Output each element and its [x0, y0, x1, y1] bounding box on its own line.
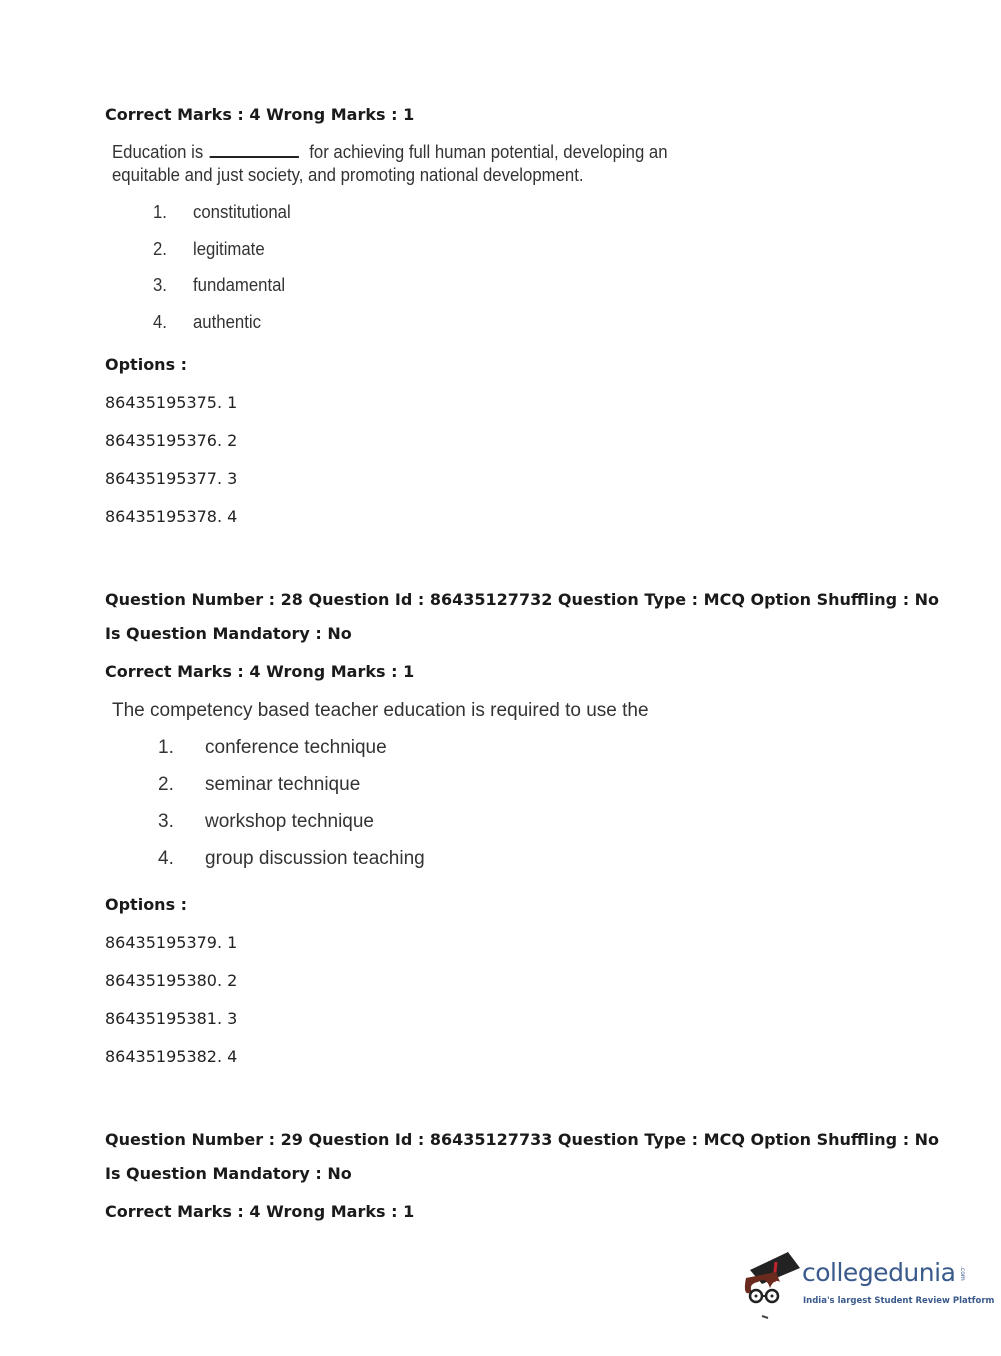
- q28-header: Question Number : 28 Question Id : 86435127732 Question Type : MCQ Option Shuffling : No: [105, 590, 940, 609]
- q28-option: 86435195379. 1: [105, 933, 238, 952]
- q28-options-label: Options :: [105, 895, 188, 914]
- q28-choice-number: 3.: [158, 811, 174, 832]
- q27-options-label: Options :: [105, 355, 188, 374]
- q29-mandatory: Is Question Mandatory : No: [105, 1164, 352, 1183]
- q27-option: 86435195377. 3: [105, 469, 238, 488]
- q28-choice-text: seminar technique: [205, 774, 361, 795]
- q28-option: 86435195382. 4: [105, 1047, 238, 1066]
- q27-marks: Correct Marks : 4 Wrong Marks : 1: [105, 105, 415, 124]
- q27-question-text-line2: equitable and just society, and promoting national development.: [112, 165, 584, 185]
- q27-option: 86435195378. 4: [105, 507, 238, 526]
- q28-choice-text: workshop technique: [205, 811, 374, 832]
- blank-line: [210, 142, 299, 158]
- q28-option: 86435195381. 3: [105, 1009, 238, 1028]
- q28-choice-text: conference technique: [205, 737, 387, 758]
- brand-tagline: India's largest Student Review Platform: [803, 1296, 995, 1306]
- q27-choice-text: constitutional: [193, 202, 291, 222]
- q27-option: 86435195376. 2: [105, 431, 238, 450]
- q28-choice-text: group discussion teaching: [205, 848, 425, 869]
- q27-choice-text: authentic: [193, 312, 261, 332]
- q28-choice-number: 1.: [158, 737, 174, 758]
- q27-choice-text: fundamental: [193, 275, 286, 295]
- q27-text-post: for achieving full human potential, developing an: [309, 142, 668, 162]
- brand-name: collegedunia: [802, 1258, 956, 1287]
- mascot-icon: [740, 1248, 802, 1320]
- q27-choice-number: 1.: [153, 202, 167, 222]
- collegedunia-logo: [740, 1248, 995, 1320]
- q27-choice-text: legitimate: [193, 239, 265, 259]
- q28-question-text: The competency based teacher education is required to use the: [112, 700, 649, 721]
- q28-marks: Correct Marks : 4 Wrong Marks : 1: [105, 662, 415, 681]
- q27-choice-number: 2.: [153, 239, 167, 259]
- q28-mandatory: Is Question Mandatory : No: [105, 624, 352, 643]
- q27-choice-number: 3.: [153, 275, 167, 295]
- brand-suffix: .com: [959, 1266, 966, 1281]
- q29-header: Question Number : 29 Question Id : 86435127733 Question Type : MCQ Option Shuffling : No: [105, 1130, 940, 1149]
- q28-choice-number: 4.: [158, 848, 174, 869]
- q27-text-pre: Education is: [112, 142, 204, 162]
- q27-option: 86435195375. 1: [105, 393, 238, 412]
- q28-option: 86435195380. 2: [105, 971, 238, 990]
- q27-question-text: [112, 141, 668, 163]
- q28-choice-number: 2.: [158, 774, 174, 795]
- q27-choice-number: 4.: [153, 312, 167, 332]
- q29-marks: Correct Marks : 4 Wrong Marks : 1: [105, 1202, 415, 1221]
